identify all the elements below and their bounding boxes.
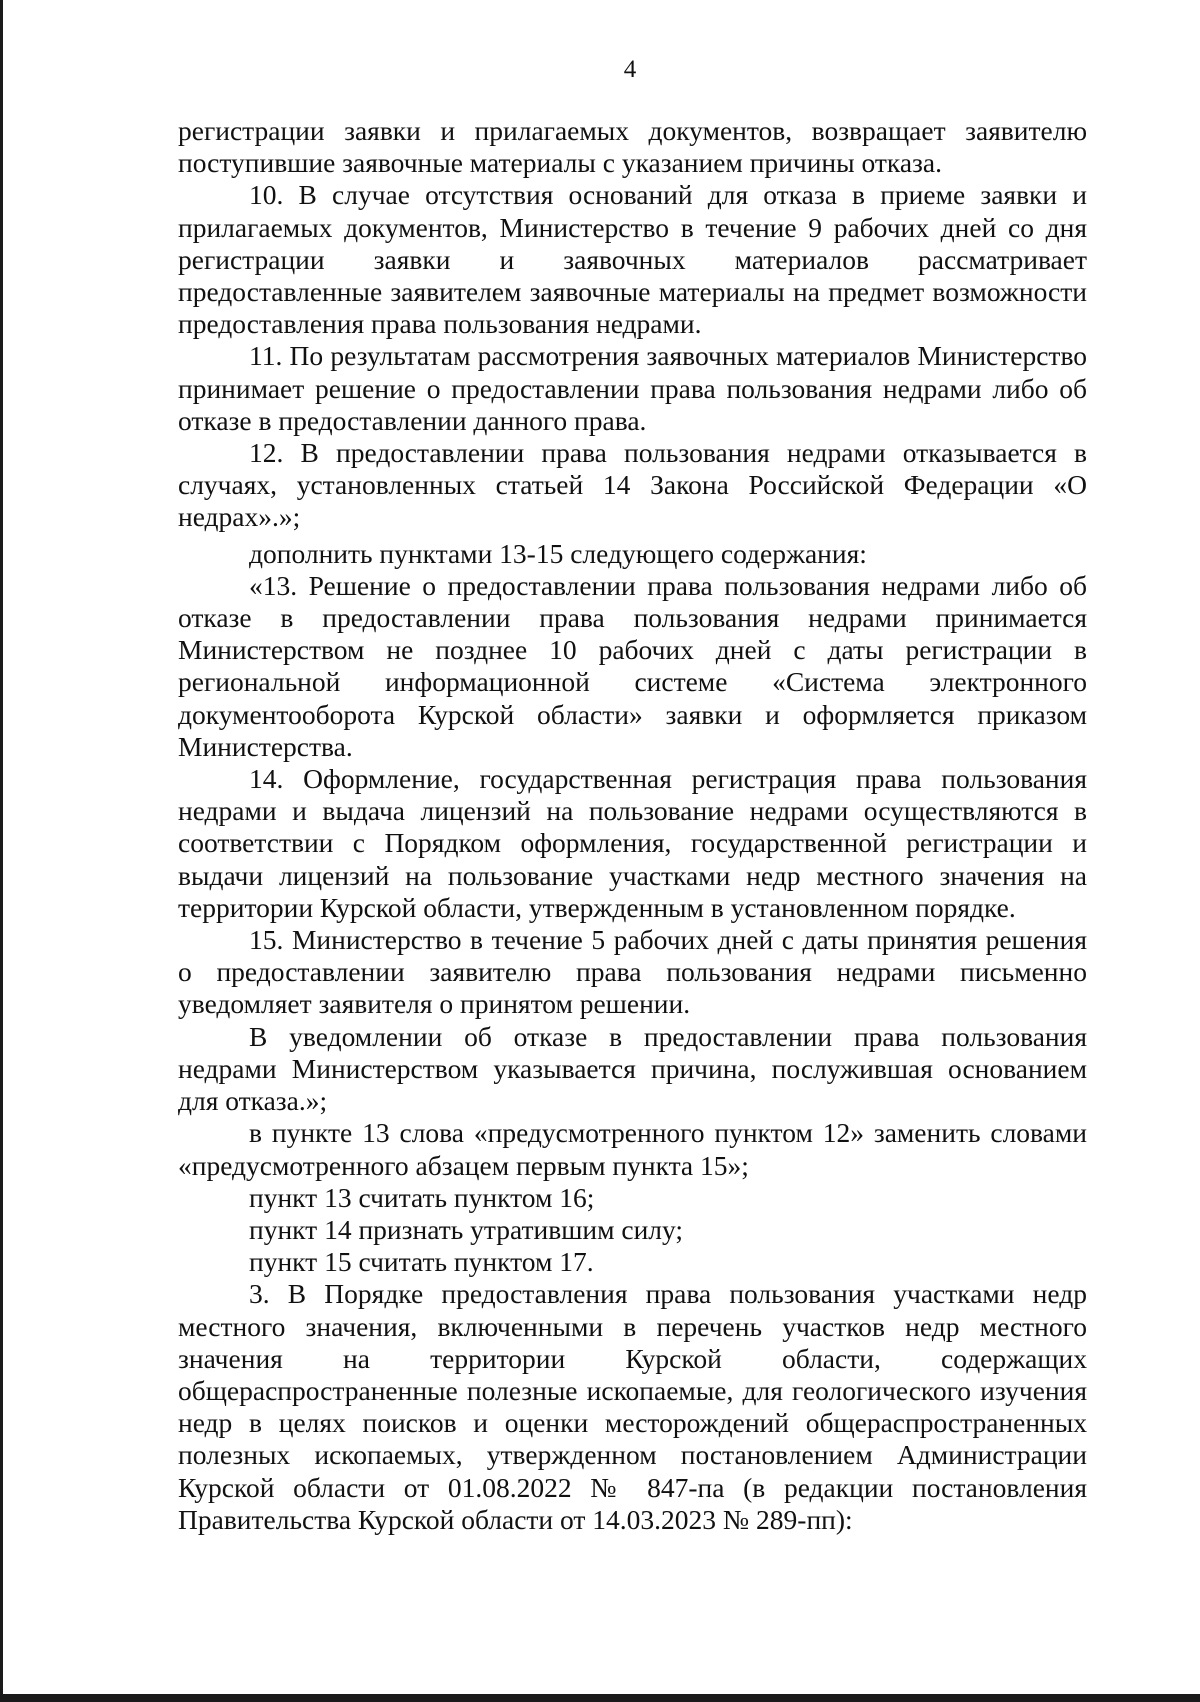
paragraph: регистрации заявки и прилагаемых документов, возвращает заявителю поступившие заявочные материалы с указанием причины отказа. [178,115,1087,179]
paragraph: 11. По результатам рассмотрения заявочных материалов Министерство принимает решение о предоставлении права пользования недрами либо об отказе в предоставлении данного права. [178,340,1087,436]
paragraph: «13. Решение о предоставлении права пользования недрами либо об отказе в предоставлении права пользования недрами принимается Министерством не позднее 10 рабочих дней с даты регистрации в региональной информационной системе «Система электронного документооборота Курской области» заявки и оформляется приказом Министерства. [178,569,1087,762]
paragraph: пункт 14 признать утратившим силу; [249,1213,684,1245]
paragraph: пункт 15 считать пунктом 17. [249,1246,594,1278]
scan-edge-bottom [0,1694,1200,1702]
paragraph: 10. В случае отсутствия оснований для отказа в приеме заявки и прилагаемых документов, Министерство в течение 9 рабочих дней со дня регистрации заявки и заявочных материалов рассматривает предоставленные заявителем заявочные материалы на предмет возможности предоставления права пользования недрами. [178,179,1087,340]
paragraph: 3. В Порядке предоставления права пользования участками недр местного значения, включенными в перечень участков недр местного значения на территории Курской области, содержащих общераспространенные полезные ископаемые, для геологического изучения недр в целях поисков и оценки месторождений общераспространенных полезных ископаемых, утвержденном постановлением Администрации Курской области от 01.08.2022 № 847-па (в редакции постановления Правительства Курской области от 14.03.2023 № 289-пп): [178,1278,1087,1535]
page-number: 4 [623,56,637,83]
paragraph: дополнить пунктами 13-15 следующего содержания: [249,537,867,569]
paragraph: пункт 13 считать пунктом 16; [249,1181,595,1213]
paragraph: в пункте 13 слова «предусмотренного пунктом 12» заменить словами «предусмотренного абзацем первым пункта 15»; [178,1117,1087,1181]
document-body [178,115,1087,1536]
paragraph: 15. Министерство в течение 5 рабочих дней с даты принятия решения о предоставлении заявителю права пользования недрами письменно уведомляет заявителя о принятом решении. [178,924,1087,1020]
paragraph: 14. Оформление, государственная регистрация права пользования недрами и выдача лицензий на пользование недрами осуществляются в соответствии с Порядком оформления, государственной регистрации и выдачи лицензий на пользование участками недр местного значения на территории Курской области, утвержденным в установленном порядке. [178,763,1087,923]
paragraph: 12. В предоставлении права пользования недрами отказывается в случаях, установленных статьей 14 Закона Российской Федерации «О недрах».»; [178,437,1087,533]
paragraph: В уведомлении об отказе в предоставлении права пользования недрами Министерством указывается причина, послужившая основанием для отказа.»; [178,1020,1087,1117]
scan-edge-left [0,0,3,1702]
